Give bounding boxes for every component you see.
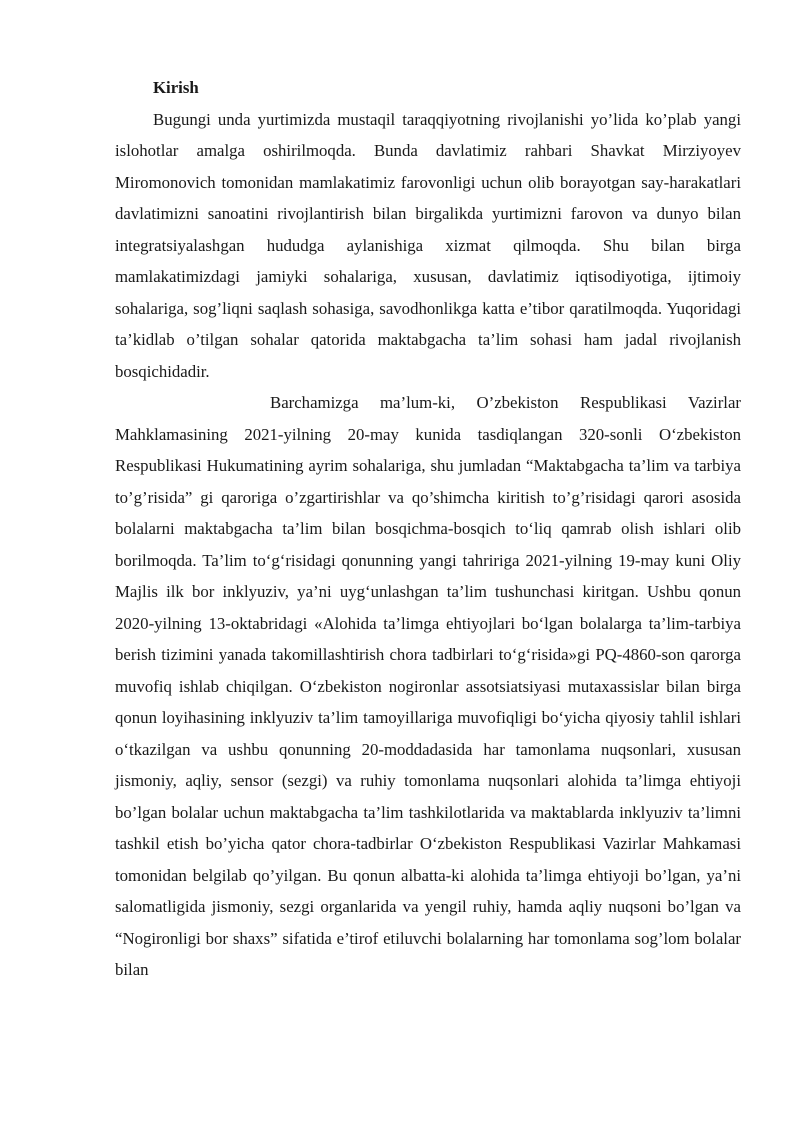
paragraph-legislation: Barchamizga ma’lum-ki, O’zbekiston Respublikasi Vazirlar Mahklamasining 2021-yilning 20-may kunida tasdiqlangan 320-sonli O‘zbekiston Respublikasi Hukumatining ayrim sohalariga, shu jumladan “Maktabgacha ta’lim va tarbiya to’g’risida” gi qaroriga o’zgartirishlar va qo’shimcha kiritish to’g’risidagi qarori asosida bolalarni maktabgacha ta’lim bilan bosqichma-bosqich to‘liq qamrab olish ishlari olib borilmoqda. Ta’lim to‘g‘risidagi qonunning yangi tahririga 2021-yilning 19-may kuni Oliy Majlis ilk bor inklyuziv, ya’ni uyg‘unlashgan ta’lim tushunchasi kiritgan. Ushbu qonun 2020-yilning 13-oktabridagi «Alohida ta’limga ehtiyojlari bo‘lgan bolalarga ta’lim-tarbiya berish tizimini yanada takomillashtirish chora tadbirlari to‘g‘risida»gi PQ-4860-son qarorga muvofiq ishlab chiqilgan. O‘zbekiston nogironlar assotsiatsiyasi mutaxassislar bilan birga qonun loyihasining inklyuziv ta’lim tamoyillariga muvofiqligi bo‘yicha qiyosiy tahlil ishlari o‘tkazilgan va ushbu qonunning 20-moddadasida har tamonlama nuqsonlari, xususan jismoniy, aqliy, sensor (sezgi) va ruhiy tomonlama nuqsonlari alohida ta’limga ehtiyoji bo’lgan bolalar uchun maktabgacha ta’lim tashkilotlarida va maktablarda inklyuziv ta’limni tashkil etish bo’yicha qator chora-tadbirlar O‘zbekiston Respublikasi Vazirlar Mahkamasi tomonidan belgilab qo’yilgan. Bu qonun albatta-ki alohida ta’limga ehtiyoji bo’lgan, ya’ni salomatligida jismoniy, sezgi organlarida va yengil ruhiy, hamda aqliy nuqsoni bo’lgan va “Nogironligi bor shaxs” sifatida e’tirof etiluvchi bolalarning har tomonlama sog’lom bolalar bilan [115,393,741,979]
section-heading: Kirish [153,78,199,97]
paragraph-intro: Bugungi unda yurtimizda mustaqil taraqqiyotning rivojlanishi yo’lida ko’plab yangi islohotlar amalga oshirilmoqda. Bunda davlatimiz rahbari Shavkat Mirziyoyev Miromonovich tomonidan mamlakatimiz farovonligi uchun olib borayotgan say-harakatlari davlatimizni sanoatini rivojlantirish bilan birgalikda yurtimizni farovon va dunyo bilan integratsiyalashgan hududga aylanishiga xizmat qilmoqda. Shu bilan birga mamlakatimizdagi jamiyki sohalariga, xususan, davlatimiz iqtisodiyotiga, ijtimoiy sohalariga, sog’liqni saqlash sohasiga, savodhonlikga katta e’tibor qaratilmoqda. Yuqoridagi ta’kidlab o’tilgan sohalar qatorida maktabgacha ta’lim sohasi ham jadal rivojlanish bosqichidadir. [115,109,741,381]
document-body [115,72,741,986]
